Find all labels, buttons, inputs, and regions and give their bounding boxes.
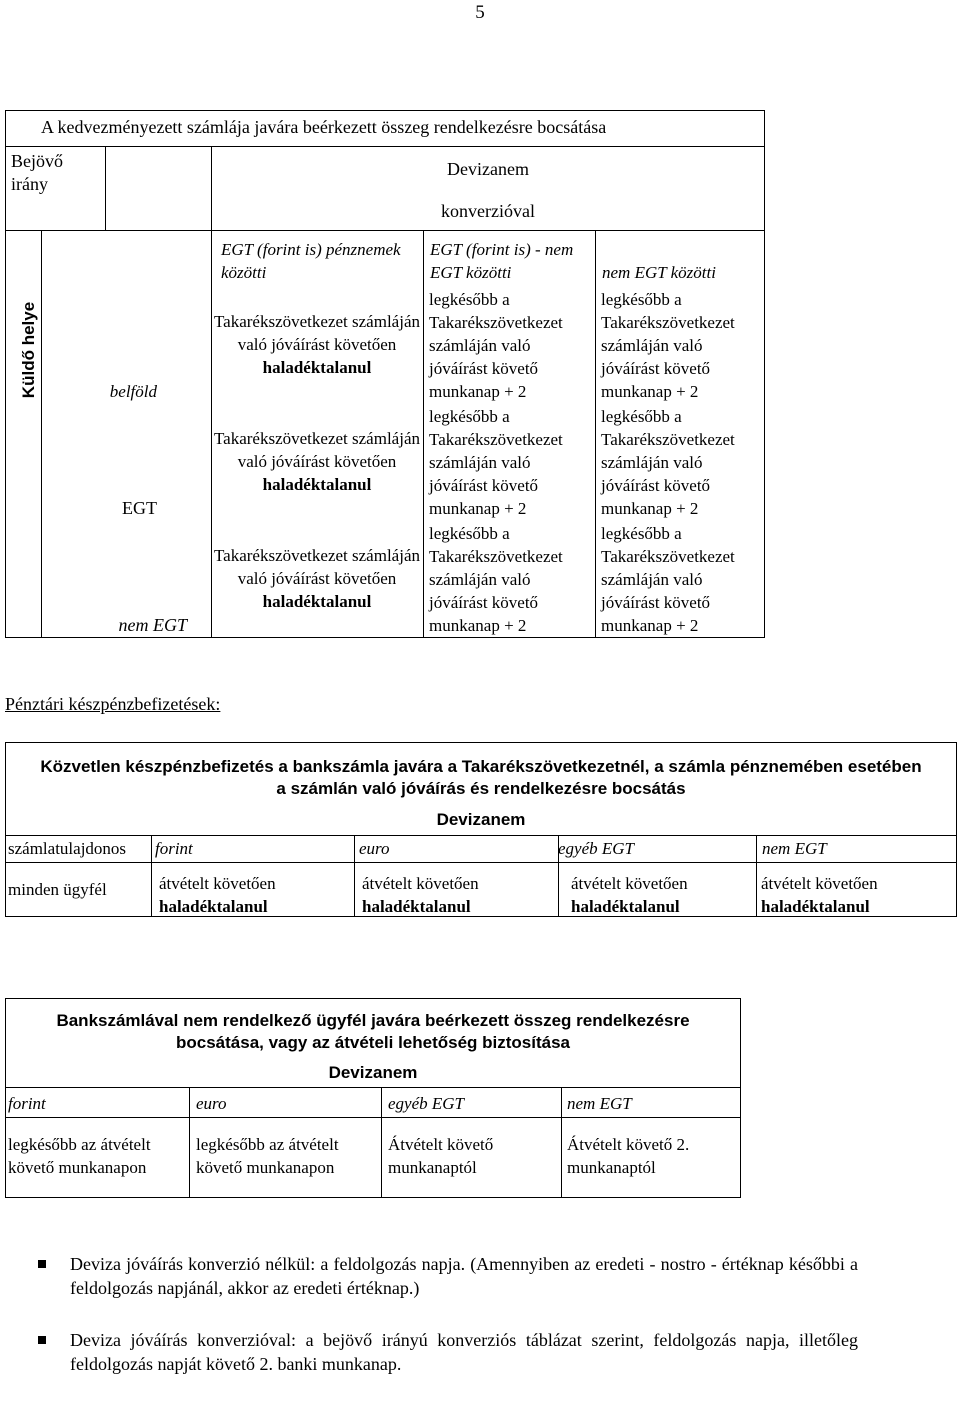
divider [5, 1087, 741, 1088]
currency-header: Devizanem [436, 810, 526, 829]
row-col2: legkésőbb a Takarékszövetkezet számláján való jóváírást követő munkanap + 2 [429, 290, 563, 401]
divider [5, 835, 957, 836]
cell-egyeb-egt [571, 872, 688, 918]
divider [561, 1087, 562, 1198]
row-col2: legkésőbb a Takarékszövetkezet számláján való jóváírást követő munkanap + 2 [429, 407, 563, 518]
notes-list [38, 1252, 858, 1404]
col-nem-egt: nem EGT [567, 1094, 632, 1113]
divider [5, 862, 957, 863]
row-label-belfold: belföld [109, 382, 157, 401]
col-euro: euro [359, 839, 390, 858]
bullet-text: Deviza jóváírás konverzió nélkül: a feldolgozás napja. (Amennyiben az eredeti - nostro - értéknap későbbi a feldolgozás napjánál, akkor az eredeti értéknap.) [70, 1254, 858, 1298]
currency-header: Devizanem [328, 1063, 418, 1082]
currency-header: Devizanem [447, 159, 529, 179]
table-heading: Közvetlen készpénzbefizetés a bankszámla javára a Takarékszövetkezetnél, a számla pénznemében esetében a számlán való jóváírás és rendelkezésre bocsátás [40, 757, 922, 798]
divider [558, 835, 559, 917]
cell-bold: haladéktalanul [362, 897, 471, 916]
divider [41, 230, 42, 638]
non-account-table [5, 998, 741, 1198]
divider [381, 1087, 382, 1198]
divider [5, 146, 765, 147]
divider [423, 230, 424, 638]
row-label-egt: EGT [122, 498, 157, 518]
row-immediate [211, 544, 423, 613]
cell-bold: haladéktalanul [159, 897, 268, 916]
col-forint: forint [8, 1094, 46, 1113]
immediate-text: Takarékszövetkezet számláján való jóváírást követően [213, 312, 420, 354]
list-item [38, 1328, 858, 1376]
divider [151, 835, 152, 917]
row-col3: legkésőbb a Takarékszövetkezet számláján való jóváírást követő munkanap + 2 [601, 524, 735, 635]
bullet-text: Deviza jóváírás konverzióval: a bejövő irányú konverziós táblázat szerint, feldolgozás napja, illetőleg feldolgozás napját követő 2. banki munkanap. [70, 1330, 858, 1374]
col-header-egt-nem-egt: EGT (forint is) - nem EGT közötti [430, 240, 574, 282]
immediate-bold: haladéktalanul [262, 358, 372, 377]
immediate-bold: haladéktalanul [262, 592, 372, 611]
cell-bold: haladéktalanul [571, 897, 680, 916]
col-header-nem-egt: nem EGT közötti [602, 263, 716, 282]
cell-text: átvételt követően [571, 874, 688, 893]
immediate-bold: haladéktalanul [262, 475, 372, 494]
col-egyeb-egt: egyéb EGT [388, 1094, 465, 1113]
immediate-text: Takarékszövetkezet számláján való jóváírást követően [213, 546, 420, 588]
incoming-direction-label: Bejövő irány [11, 151, 63, 194]
sender-location-label: Küldő helye [19, 301, 38, 399]
cash-deposit-table [5, 742, 957, 917]
list-item [38, 1252, 858, 1300]
value-nem-egt: Átvételt követő 2. munkanaptól [567, 1135, 690, 1177]
value-forint: legkésőbb az átvételt követő munkanapon [8, 1135, 151, 1177]
owner-label: számlatulajdonos [8, 839, 127, 858]
value-euro: legkésőbb az átvételt követő munkanapon [196, 1135, 339, 1177]
divider [595, 230, 596, 638]
divider [5, 1117, 741, 1118]
divider [105, 146, 106, 230]
bullet-square-icon [38, 1260, 46, 1268]
cell-forint [159, 872, 276, 918]
col-nem-egt: nem EGT [762, 839, 827, 858]
divider [354, 835, 355, 917]
bullet-square-icon [38, 1336, 46, 1344]
table-title: A kedvezményezett számlája javára beérkezett összeg rendelkezésre bocsátása [41, 117, 607, 137]
cell-text: átvételt követően [362, 874, 479, 893]
divider [756, 835, 757, 917]
cell-text: átvételt követően [761, 874, 878, 893]
divider [5, 230, 765, 231]
page-number: 5 [475, 2, 485, 23]
col-forint: forint [155, 839, 193, 858]
row-immediate [211, 427, 423, 496]
value-egyeb-egt: Átvételt követő munkanaptól [388, 1135, 494, 1177]
section-title: Pénztári készpénzbefizetések: [5, 694, 221, 714]
cell-euro [362, 872, 479, 918]
cell-text: átvételt követően [159, 874, 276, 893]
divider [189, 1087, 190, 1198]
col-header-egt-forint: EGT (forint is) pénznemek közötti [221, 240, 401, 282]
col-euro: euro [196, 1094, 227, 1113]
row-label-nem-egt: nem EGT [118, 615, 187, 635]
immediate-text: Takarékszövetkezet számláján való jóváírást követően [213, 429, 420, 471]
col-egyeb-egt: egyéb EGT [558, 839, 635, 858]
row-col3: legkésőbb a Takarékszövetkezet számláján való jóváírást követő munkanap + 2 [601, 290, 735, 401]
row-immediate [211, 310, 423, 379]
availability-table [5, 110, 765, 638]
conversion-header: konverzióval [441, 201, 535, 221]
row-col3: legkésőbb a Takarékszövetkezet számláján való jóváírást követő munkanap + 2 [601, 407, 735, 518]
cell-bold: haladéktalanul [761, 897, 870, 916]
cell-nem-egt [761, 872, 878, 918]
table-heading: Bankszámlával nem rendelkező ügyfél javára beérkezett összeg rendelkezésre bocsátása, vagy az átvételi lehetőség biztosítása [56, 1011, 690, 1052]
row-col2: legkésőbb a Takarékszövetkezet számláján való jóváírást követő munkanap + 2 [429, 524, 563, 635]
row-label: minden ügyfél [8, 880, 107, 899]
